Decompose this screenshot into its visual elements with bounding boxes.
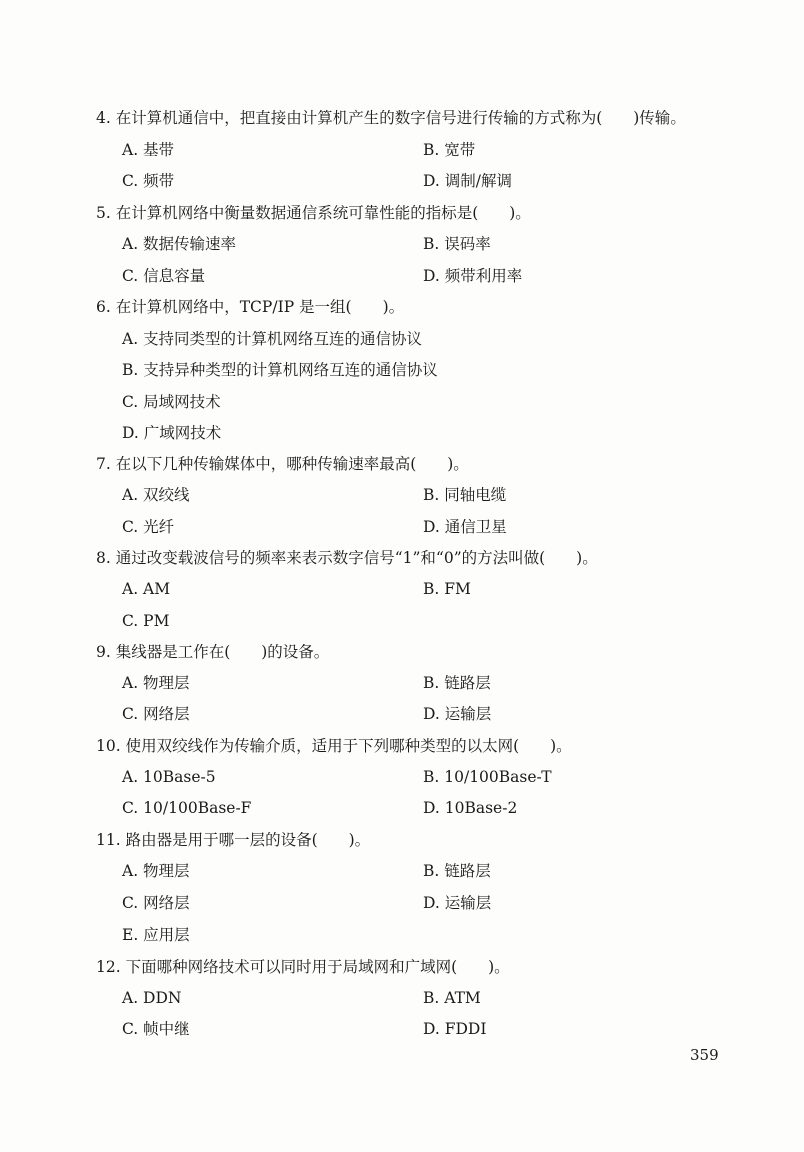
question-12-option-c: C. 帧中继 [122, 1020, 190, 1038]
question-5-option-b: B. 误码率 [423, 235, 491, 253]
question-4-option-d: D. 调制/解调 [423, 172, 512, 190]
question-11-option-c: C. 网络层 [122, 894, 190, 912]
question-5-stem: 5. 在计算机网络中衡量数据通信系统可靠性能的指标是( )。 [96, 204, 531, 222]
question-4-option-b: B. 宽带 [423, 141, 476, 159]
question-9-option-c: C. 网络层 [122, 705, 190, 723]
question-11-option-d: D. 运输层 [423, 894, 492, 912]
question-9-option-a: A. 物理层 [122, 674, 190, 692]
question-7-option-b: B. 同轴电缆 [423, 486, 507, 504]
question-5-option-d: D. 频带利用率 [423, 267, 523, 285]
question-11-option-e: E. 应用层 [122, 926, 190, 944]
question-9-option-d: D. 运输层 [423, 705, 492, 723]
question-9-option-b: B. 链路层 [423, 674, 491, 692]
question-4-option-c: C. 频带 [122, 172, 175, 190]
question-4-option-a: A. 基带 [122, 141, 175, 159]
question-8-option-c: C. PM [122, 612, 170, 630]
question-12-option-d: D. FDDI [423, 1020, 487, 1038]
question-5-option-a: A. 数据传输速率 [122, 235, 237, 253]
page-number: 359 [690, 1046, 719, 1064]
question-10-option-a: A. 10Base-5 [122, 768, 216, 786]
question-12-stem: 12. 下面哪种网络技术可以同时用于局域网和广域网( )。 [96, 958, 510, 976]
question-10-option-b: B. 10/100Base-T [423, 768, 552, 786]
question-7-option-c: C. 光纤 [122, 518, 175, 536]
question-12-option-b: B. ATM [423, 989, 481, 1007]
question-6-stem: 6. 在计算机网络中，TCP/IP 是一组( )。 [96, 298, 405, 316]
question-6-option-c: C. 局域网技术 [122, 393, 221, 411]
question-11-option-b: B. 链路层 [423, 862, 491, 880]
question-7-option-d: D. 通信卫星 [423, 518, 507, 536]
question-4-stem: 4. 在计算机通信中，把直接由计算机产生的数字信号进行传输的方式称为( )传输。 [96, 109, 686, 127]
question-11-option-a: A. 物理层 [122, 862, 190, 880]
question-6-option-a: A. 支持同类型的计算机网络互连的通信协议 [122, 330, 423, 348]
question-8-option-a: A. AM [122, 580, 171, 598]
question-11-stem: 11. 路由器是用于哪一层的设备( )。 [96, 831, 371, 849]
question-10-stem: 10. 使用双绞线作为传输介质，适用于下列哪种类型的以太网( )。 [96, 737, 572, 755]
question-9-stem: 9. 集线器是工作在( )的设备。 [96, 643, 330, 661]
question-7-option-a: A. 双绞线 [122, 486, 190, 504]
question-6-option-d: D. 广域网技术 [122, 424, 222, 442]
question-10-option-c: C. 10/100Base-F [122, 799, 252, 817]
question-5-option-c: C. 信息容量 [122, 267, 206, 285]
question-10-option-d: D. 10Base-2 [423, 799, 518, 817]
question-12-option-a: A. DDN [122, 989, 182, 1007]
question-6-option-b: B. 支持异种类型的计算机网络互连的通信协议 [122, 361, 438, 379]
question-8-stem: 8. 通过改变载波信号的频率来表示数字信号“1”和“0”的方法叫做( )。 [96, 549, 598, 567]
question-7-stem: 7. 在以下几种传输媒体中，哪种传输速率最高( )。 [96, 455, 469, 473]
question-8-option-b: B. FM [423, 580, 471, 598]
